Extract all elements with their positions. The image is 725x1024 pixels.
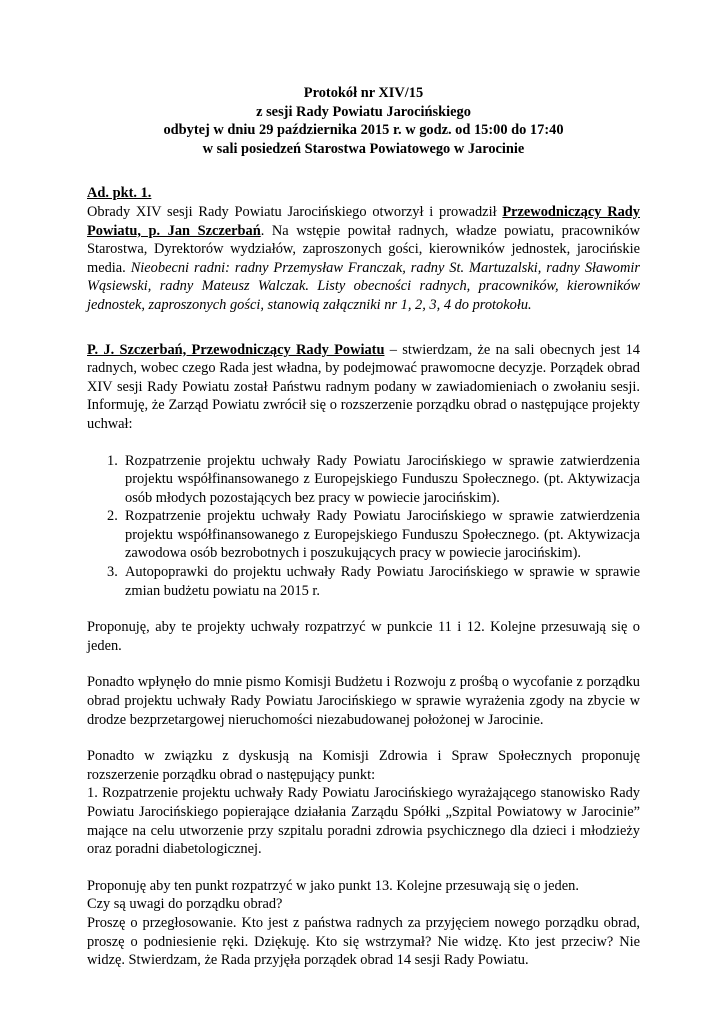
opening-text-a: Obrady XIV sesji Rady Powiatu Jarocińskiego otworzył i prowadził <box>87 203 503 220</box>
opening-text-b: . Na wstępie powitał radnych, władze powiatu, pracowników Starostwa, Dyrektorów wydziałów, zaproszonych gości, kierowników jednostek, jarocińskie media. <box>87 222 640 276</box>
absent-councillors-note: Nieobecni radni: radny Przemysław Franczak, radny St. Martuzalski, radny Sławomir Wąsiewski, radny Mateusz Walczak. Listy obecności radnych, pracowników, kierowników jednostek, zaproszonych gości, stanowią załączniki nr 1, 2, 3, 4 do protokołu. <box>87 259 640 313</box>
chair-statement-paragraph <box>87 341 640 434</box>
list-item <box>87 507 640 563</box>
health-committee-item: 1. Rozpatrzenie projektu uchwały Rady Powiatu Jarocińskiego wyrażającego stanowisko Rady Powiatu Jarocińskiego popierające działania Zarządu Spółki „Szpital Powiatowy w Jarocinie” mające na celu utworzenie przy szpitalu poradni zdrowia psychicznego dla dzieci i młodzieży oraz poradni diabetologicznej. <box>87 785 640 858</box>
withdrawal-letter-paragraph: Ponadto wpłynęło do mnie pismo Komisji Budżetu i Rozwoju z prośbą o wycofanie z porządku obrad projektu uchwały Rady Powiatu Jarocińskiego w sprawie wyrażenia zgody na zbycie w drodze bezprzetargowej nieruchomości niezabudowanej położonej w Jarocinie. <box>87 674 640 728</box>
speaker-name: P. J. Szczerbań, Przewodniczący Rady Powiatu <box>87 341 385 358</box>
chair-statement-text: – stwierdzam, że na sali obecnych jest 14 radnych, wobec czego Rada jest władna, by podejmować prawomocne decyzje. Porządek obrad XIV sesji Rady Powiatu został Państwu radnym podany w zawiadomieniach o zwołaniu sesji. Informuję, że Zarząd Powiatu zwrócił się o rozszerzenie porządku obrad o następujące projekty uchwał: <box>87 341 640 432</box>
opening-paragraph <box>87 203 640 315</box>
chair-name: Przewodniczący Rady Powiatu, p. Jan Szczerbań <box>87 203 640 239</box>
point-13-paragraph: Proponuję aby ten punkt rozpatrzyć w jako punkt 13. Kolejne przesuwają się o jeden. <box>87 877 579 894</box>
section-heading-ad-pkt-1: Ad. pkt. 1. <box>87 185 152 202</box>
title-line-3: odbytej w dniu 29 października 2015 r. w godz. od 15:00 do 17:40 <box>163 122 564 139</box>
vote-paragraph: Proszę o przegłosowanie. Kto jest z państwa radnych za przyjęciem nowego porządku obrad, proszę o podniesienie ręki. Dziękuję. Kto się wstrzymał? Nie widzę. Kto jest przeciw? Nie widzę. Stwierdzam, że Rada przyjęła porządek obrad 14 sesji Rady Powiatu. <box>87 914 640 969</box>
title-line-1: Protokół nr XIV/15 <box>303 85 424 101</box>
list-item <box>87 452 640 508</box>
list-item-number: 3. <box>107 564 118 581</box>
list-item-number: 1. <box>107 452 118 469</box>
list-item-number: 2. <box>107 508 118 525</box>
protocol-title <box>87 84 640 158</box>
list-item-text: Autopoprawki do projektu uchwały Rady Powiatu Jarocińskiego w sprawie w sprawie zmian budżetu powiatu na 2015 r. <box>125 564 640 599</box>
list-item-text: Rozpatrzenie projektu uchwały Rady Powiatu Jarocińskiego w sprawie zatwierdzenia projektu współfinansowanego z Europejskiego Funduszu Społecznego. (pt. Aktywizacja zawodowa osób bezrobotnych i poszukujących pracy w powiecie jarocińskim). <box>125 508 640 562</box>
remarks-question: Czy są uwagi do porządku obrad? <box>87 896 283 913</box>
title-line-2: z sesji Rady Powiatu Jarocińskiego <box>256 103 471 120</box>
list-item-text: Rozpatrzenie projektu uchwały Rady Powiatu Jarocińskiego w sprawie zatwierdzenia projektu współfinansowanego z Europejskiego Funduszu Społecznego. (pt. Aktywizacja osób młodych pozostających bez pracy w powiecie jarocińskim). <box>125 452 640 506</box>
health-committee-intro: Ponadto w związku z dyskusją na Komisji Zdrowia i Spraw Społecznych proponuję rozszerzenie porządku obrad o następujący punkt: <box>87 748 640 783</box>
list-item <box>87 563 640 600</box>
document-body <box>87 84 640 970</box>
added-resolutions-list <box>87 452 640 601</box>
proposal-paragraph: Proponuję, aby te projekty uchwały rozpatrzyć w punkcie 11 i 12. Kolejne przesuwają się o jeden. <box>87 619 640 654</box>
title-line-4: w sali posiedzeń Starostwa Powiatowego w Jarocinie <box>202 140 525 157</box>
